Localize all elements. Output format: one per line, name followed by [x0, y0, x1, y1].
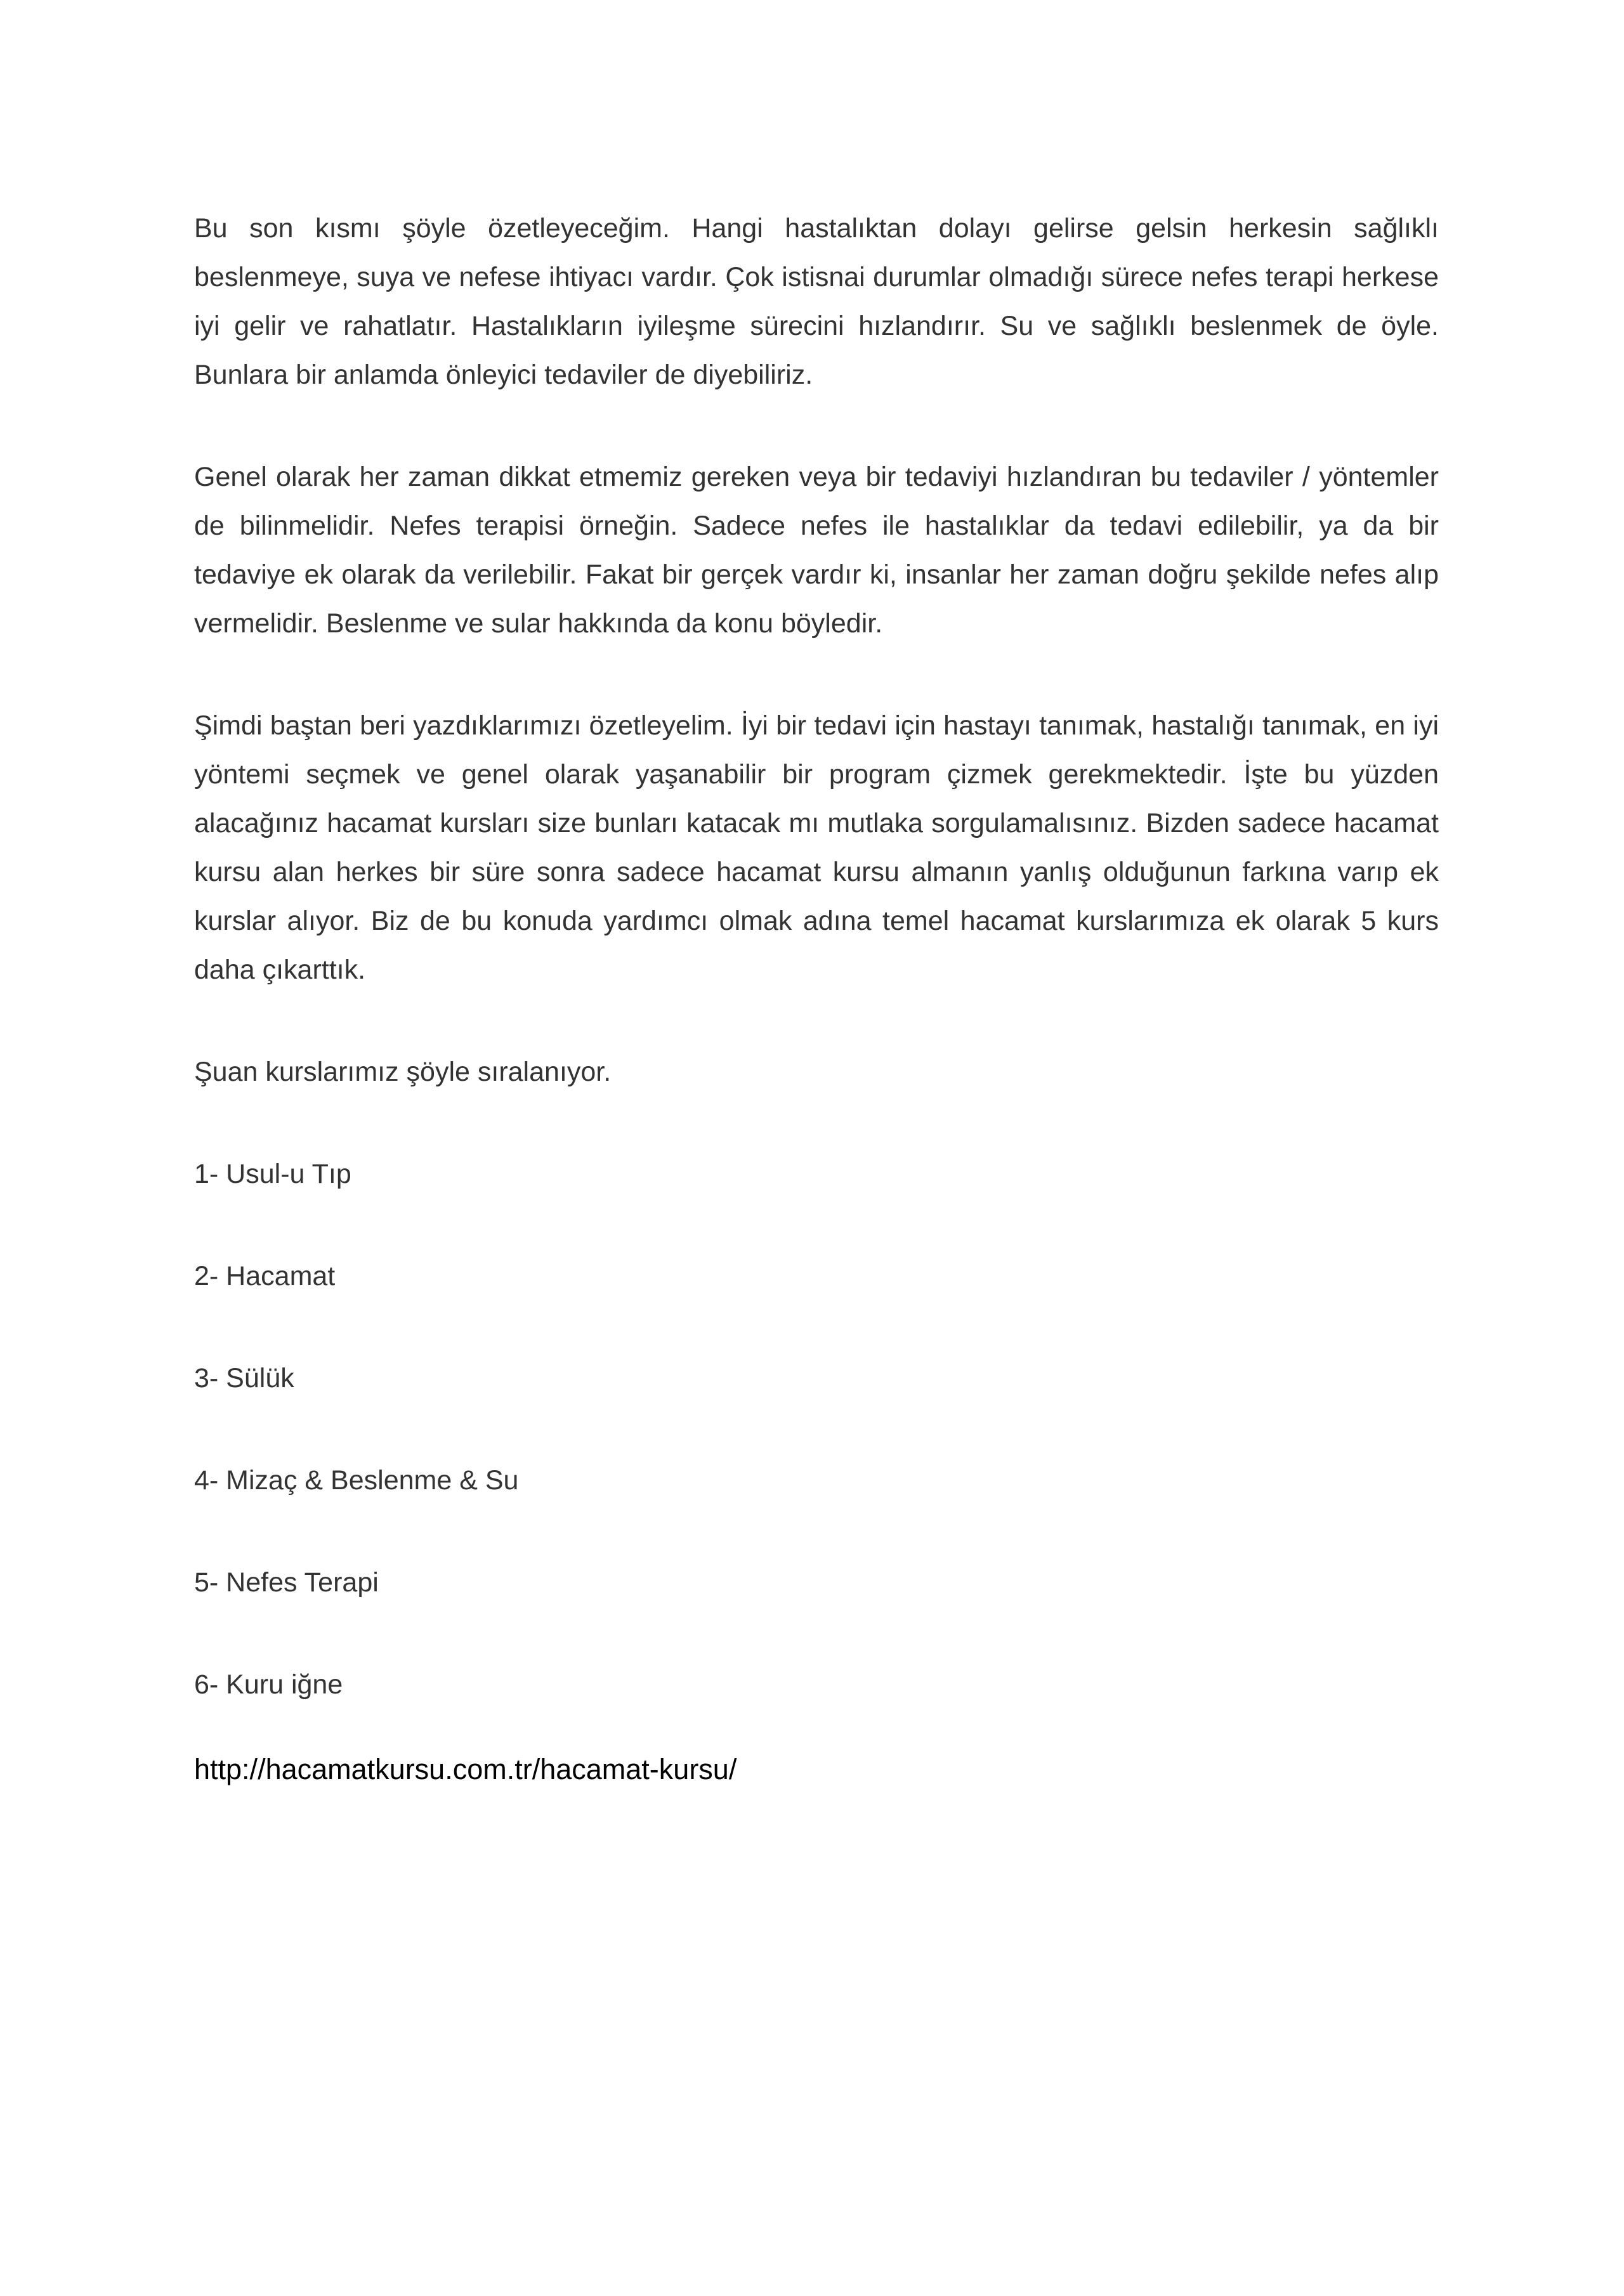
paragraph-spacer — [194, 1097, 1439, 1150]
list-spacer — [194, 1301, 1439, 1354]
course-item-6: 6- Kuru iğne — [194, 1669, 343, 1700]
paragraph-spacer — [194, 648, 1439, 701]
document-body — [194, 204, 1439, 1795]
list-spacer — [194, 1709, 1439, 1745]
course-item-4: 4- Mizaç & Beslenme & Su — [194, 1465, 519, 1496]
course-item-3: 3- Sülük — [194, 1363, 294, 1393]
paragraph-courses-intro: Şuan kurslarımız şöyle sıralanıyor. — [194, 1057, 612, 1087]
course-item-2: 2- Hacamat — [194, 1261, 336, 1291]
list-spacer — [194, 1505, 1439, 1558]
paragraph-overview: Şimdi baştan beri yazdıklarımızı özetleyelim. İyi bir tedavi için hastayı tanımak, hastalığı tanımak, en iyi yöntemi seçmek ve genel olarak yaşanabilir bir program çizmek gerekmektedir. İşte bu yüzden alacağınız hacamat kursları size bunları katacak mı mutlaka sorgulamalısınız. Bizden sadece hacamat kursu alan herkes bir süre sonra sadece hacamat kursu almanın yanlış olduğunun farkına varıp ek kurslar alıyor. Biz de bu konuda yardımcı olmak adına temel hacamat kurslarımıza ek olarak 5 kurs daha çıkarttık. — [194, 710, 1439, 985]
paragraph-spacer — [194, 995, 1439, 1048]
course-link[interactable]: http://hacamatkursu.com.tr/hacamat-kursu/ — [194, 1753, 737, 1785]
course-item-5: 5- Nefes Terapi — [194, 1567, 379, 1598]
paragraph-general: Genel olarak her zaman dikkat etmemiz gereken veya bir tedaviyi hızlandıran bu tedaviler / yöntemler de bilinmelidir. Nefes terapisi örneğin. Sadece nefes ile hastalıklar da tedavi edilebilir, ya da bir tedaviye ek olarak da verilebilir. Fakat bir gerçek vardır ki, insanlar her zaman doğru şekilde nefes alıp vermelidir. Beslenme ve sular hakkında da konu böyledir. — [194, 462, 1439, 639]
course-item-1: 1- Usul-u Tıp — [194, 1159, 351, 1189]
paragraph-summary: Bu son kısmı şöyle özetleyeceğim. Hangi hastalıktan dolayı gelirse gelsin herkesin sağlıklı beslenmeye, suya ve nefese ihtiyacı vardır. Çok istisnai durumlar olmadığı sürece nefes terapi herkese iyi gelir ve rahatlatır. Hastalıkların iyileşme sürecini hızlandırır. Su ve sağlıklı beslenmek de öyle. Bunlara bir anlamda önleyici tedaviler de diyebiliriz. — [194, 213, 1439, 390]
list-spacer — [194, 1403, 1439, 1456]
list-spacer — [194, 1607, 1439, 1660]
paragraph-spacer — [194, 400, 1439, 453]
list-spacer — [194, 1199, 1439, 1252]
